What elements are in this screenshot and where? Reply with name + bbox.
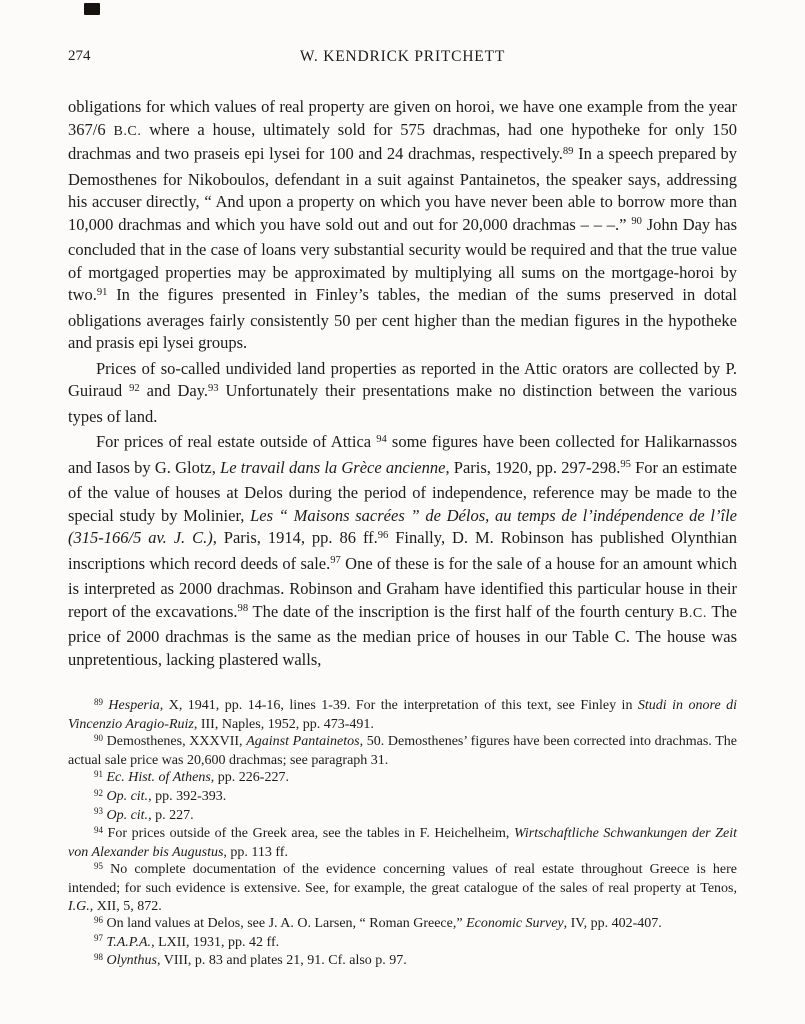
text-run: , 50. Demosthenes’ figures have been corrected into drachmas. The actual sale price was 20,600 drachmas; see paragraph 31. (68, 734, 737, 768)
text-run: , Paris, 1920, pp. 297-298. (445, 457, 621, 477)
text-run: Finally, D. M. Robinson has published Olynthian inscriptions which record deeds of sale. (68, 528, 737, 573)
text-run: Unfortunately their presentations make no distinction between the various types of land. (68, 381, 737, 426)
footnote (68, 952, 737, 971)
text-run: and Day. (139, 381, 208, 400)
text-run: I.G. (68, 898, 90, 914)
footnote-ref: 98 (94, 952, 103, 963)
footnote-ref: 93 (94, 806, 103, 817)
footnote (68, 733, 737, 769)
text-run: B.C. (113, 123, 142, 139)
footnote-ref: 92 (94, 787, 103, 798)
text-run: In a speech prepared by Demosthenes for Nikoboulos, defendant in a suit against Pantainetos, the speaker says, addressing his accuser directly, “ And upon a property on which you have never been able to borrow more than 10,000 drachmas and which you have sold out and out for 20,000 drachmas – – –.” (68, 144, 738, 234)
text-run: In the figures presented in Finley’s tables, the median of the sums preserved in dotal obligations averages fairly consistently 50 per cent higher than the median figures in the hypotheke and prasis epi lysei groups. (68, 285, 737, 352)
footnote (68, 825, 737, 861)
text-run: The date of the inscription is the first half of the fourth century (248, 601, 679, 621)
footnote-ref: 89 (94, 696, 103, 707)
running-head: W. KENDRICK PRITCHETT (299, 48, 506, 65)
text-run: One of these is for the sale of a house for an amount which is interpreted as 2000 drachmas. Robinson and Graham have identified this particular house in their report of the excavations. (68, 553, 737, 621)
footnote-ref: 91 (94, 769, 103, 780)
footnote-ref: 94 (94, 824, 103, 835)
text-run: On land values at Delos, see J. A. O. Larsen, “ Roman Greece,” (102, 916, 467, 932)
footnote (68, 788, 737, 807)
text-run: Wirtschaftliche Schwankungen der Zeit von Alexander bis Augustus (68, 826, 737, 860)
text-run: , IV, pp. 402-407. (563, 916, 662, 932)
text-run: Studi in onore di Vincenzio Aragio-Ruiz (68, 698, 738, 732)
text-run: , pp. 392-393. (148, 788, 227, 804)
text-run: Hesperia (108, 698, 160, 713)
text-run: Prices of so-called undivided land properties as reported in the Attic orators are collected by P. Guiraud (68, 358, 737, 400)
footnote-ref: 90 (94, 732, 103, 743)
text-run: For prices of real estate outside of Attica (96, 432, 377, 451)
text-run: where a house, ultimately sold for 575 drachmas, had one hypotheke for only 150 drachmas and two praseis epi lysei for 100 and 24 drachmas, respectively. (68, 119, 737, 163)
text-run: Against Pantainetos (246, 734, 360, 750)
text-run: T.A.P.A. (106, 934, 152, 950)
footnote (68, 807, 737, 826)
text-run: For prices outside of the Greek area, see the tables in F. Heichelheim, (102, 826, 515, 842)
footnote-ref: 96 (94, 914, 103, 925)
paragraph (68, 358, 737, 429)
body-text (68, 96, 737, 671)
text-run: obligations for which values of real property are given on horoi, we have one example from the year 367/6 (68, 97, 737, 139)
text-run: , pp. 226-227. (210, 770, 289, 786)
footnote-ref: 98 (237, 603, 249, 615)
footnote-ref: 91 (96, 286, 108, 298)
footnote-ref: 90 (631, 216, 642, 228)
text-run: , VIII, p. 83 and plates 21, 91. Cf. also p. 97. (157, 953, 407, 969)
text-run: Demosthenes, XXXVII, (102, 734, 247, 750)
text-run: Les “ Maisons sacrées ” de Délos, au temps de l’indépendence de l’île (315-166/5 av. J. C.) (68, 505, 737, 547)
text-run: Op. cit. (106, 788, 149, 804)
text-run: , X, 1941, pp. 14-16, lines 1-39. For the interpretation of this text, see Finley in (159, 698, 638, 713)
footnote-ref: 92 (129, 382, 140, 394)
text-run: Op. cit. (106, 807, 149, 823)
footnote-ref: 95 (94, 861, 103, 872)
page-number: 274 (68, 48, 91, 64)
footnote-ref: 97 (94, 933, 103, 944)
footnote (68, 769, 737, 788)
footnote-ref: 89 (562, 145, 574, 157)
text-run: , XII, 5, 872. (89, 898, 162, 914)
text-run: Le travail dans la Grèce ancienne (220, 457, 446, 477)
text-run: some figures have been collected for Halikarnassos and Iasos by G. Glotz, (68, 432, 737, 477)
text-run: For an estimate of the value of houses at Delos during the period of independence, reference may be made to the special study by Molinier, (68, 457, 737, 525)
footnote (68, 861, 737, 915)
footnotes (68, 697, 737, 971)
text-run: The price of 2000 drachmas is the same as the median price of houses in our Table C. The house was unpretentious, lacking plastered walls, (68, 601, 737, 669)
paragraph (68, 431, 737, 671)
text-run: Olynthus (106, 953, 158, 969)
page-header (68, 48, 737, 70)
footnote-ref: 93 (208, 382, 219, 394)
footnote-ref: 97 (330, 555, 341, 567)
text-run: , Paris, 1914, pp. 86 ff. (212, 528, 378, 547)
footnote-ref: 94 (376, 433, 387, 445)
text-run: No complete documentation of the evidence concerning values of real estate throughout Greece is here intended; for such evidence is extensive. See, for example, the great catalogue of the sales of real property at Tenos, (68, 862, 737, 896)
text-run: B.C. (678, 605, 707, 621)
text-run: , III, Naples, 1952, pp. 473-491. (193, 716, 374, 732)
text-run: , LXII, 1931, pp. 42 ff. (151, 934, 280, 950)
scan-artifact (84, 3, 100, 15)
text-run: Economic Survey (466, 916, 564, 932)
footnote (68, 915, 737, 934)
paragraph (68, 96, 737, 355)
footnote-ref: 96 (377, 529, 389, 541)
footnote (68, 697, 737, 733)
footnote (68, 934, 737, 953)
text-run: , p. 227. (148, 807, 194, 823)
text-run: Ec. Hist. of Athens (106, 770, 211, 786)
footnote-ref: 95 (620, 459, 631, 471)
text-run: , pp. 113 ff. (223, 844, 288, 860)
text-run: John Day has concluded that in the case of loans very substantial security would be required and that the true value of mortgaged properties may be approximated by multiplying all sums on the mortgage-horoi by two. (68, 214, 737, 304)
